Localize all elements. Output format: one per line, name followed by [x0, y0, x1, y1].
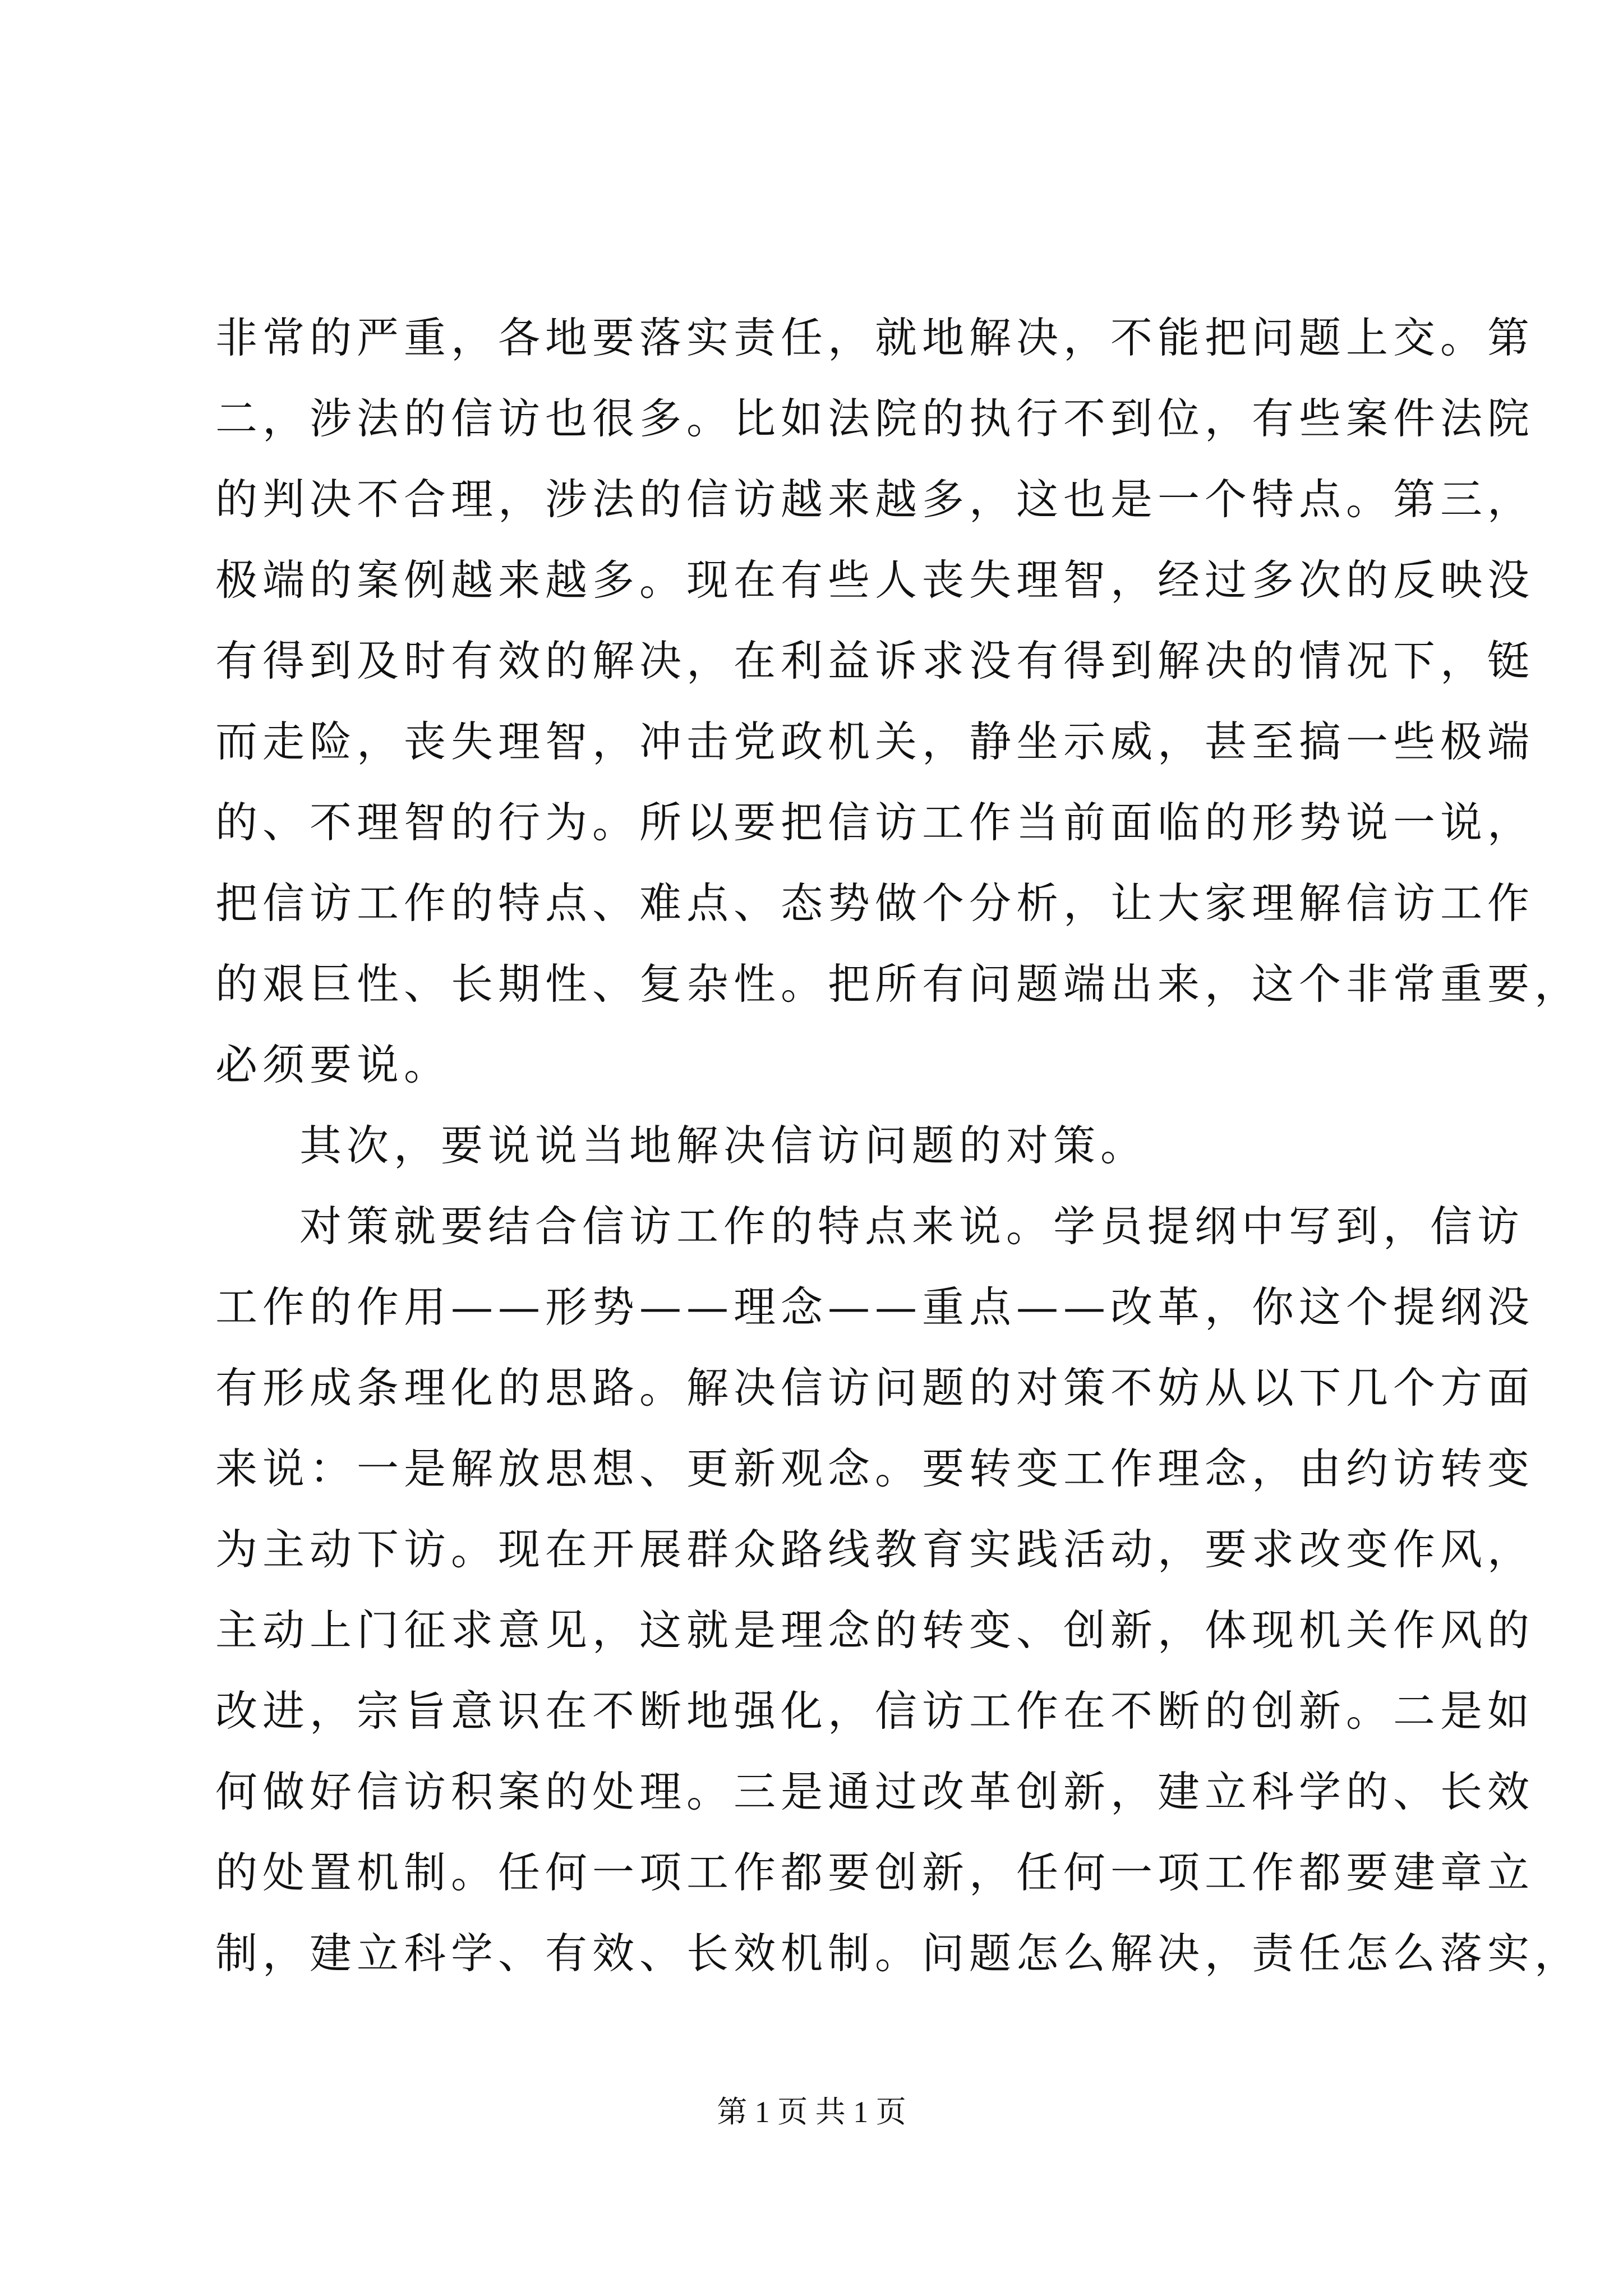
text-line: 的判决不合理，涉法的信访越来越多，这也是一个特点。第三，: [215, 475, 1535, 524]
text-line: 有得到及时有效的解决，在利益诉求没有得到解决的情况下，铤: [215, 636, 1535, 685]
document-body: [215, 297, 1582, 1994]
text-line: 极端的案例越来越多。现在有些人丧失理智，经过多次的反映没: [215, 555, 1535, 605]
text-line: 制，建立科学、有效、长效机制。问题怎么解决，责任怎么落实，: [215, 1929, 1582, 1978]
text-line: 有形成条理化的思路。解决信访问题的对策不妨从以下几个方面: [215, 1363, 1535, 1412]
text-line: 非常的严重，各地要落实责任，就地解决，不能把问题上交。第: [215, 313, 1535, 362]
text-line: 何做好信访积案的处理。三是通过改革创新，建立科学的、长效: [215, 1767, 1535, 1816]
paragraph-start-line: 对策就要结合信访工作的特点来说。学员提纲中写到，信访: [299, 1202, 1525, 1251]
text-line: 二，涉法的信访也很多。比如法院的执行不到位，有些案件法院: [215, 394, 1535, 443]
page-number-label: 第 1 页 共 1 页: [717, 2095, 906, 2129]
text-line: 为主动下访。现在开展群众路线教育实践活动，要求改变作风，: [215, 1525, 1535, 1574]
text-line: 工作的作用——形势——理念——重点——改革，你这个提纲没: [215, 1282, 1535, 1332]
text-line: 主动上门征求意见，这就是理念的转变、创新，体现机关作风的: [215, 1605, 1535, 1655]
text-line: 的、不理智的行为。所以要把信访工作当前面临的形势说一说，: [215, 798, 1535, 847]
text-line: 必须要说。: [215, 1040, 451, 1089]
text-line: 来说：一是解放思想、更新观念。要转变工作理念，由约访转变: [215, 1444, 1535, 1493]
page-footer: [0, 2092, 1623, 2132]
text-line: 把信访工作的特点、难点、态势做个分析，让大家理解信访工作: [215, 878, 1535, 928]
text-line: 而走险，丧失理智，冲击党政机关，静坐示威，甚至搞一些极端: [215, 717, 1535, 766]
text-line: 的处置机制。任何一项工作都要创新，任何一项工作都要建章立: [215, 1848, 1535, 1897]
paragraph-start-line: 其次，要说说当地解决信访问题的对策。: [299, 1121, 1148, 1170]
text-line: 的艰巨性、长期性、复杂性。把所有问题端出来，这个非常重要，: [215, 959, 1582, 1009]
text-line: 改进，宗旨意识在不断地强化，信访工作在不断的创新。二是如: [215, 1686, 1535, 1736]
